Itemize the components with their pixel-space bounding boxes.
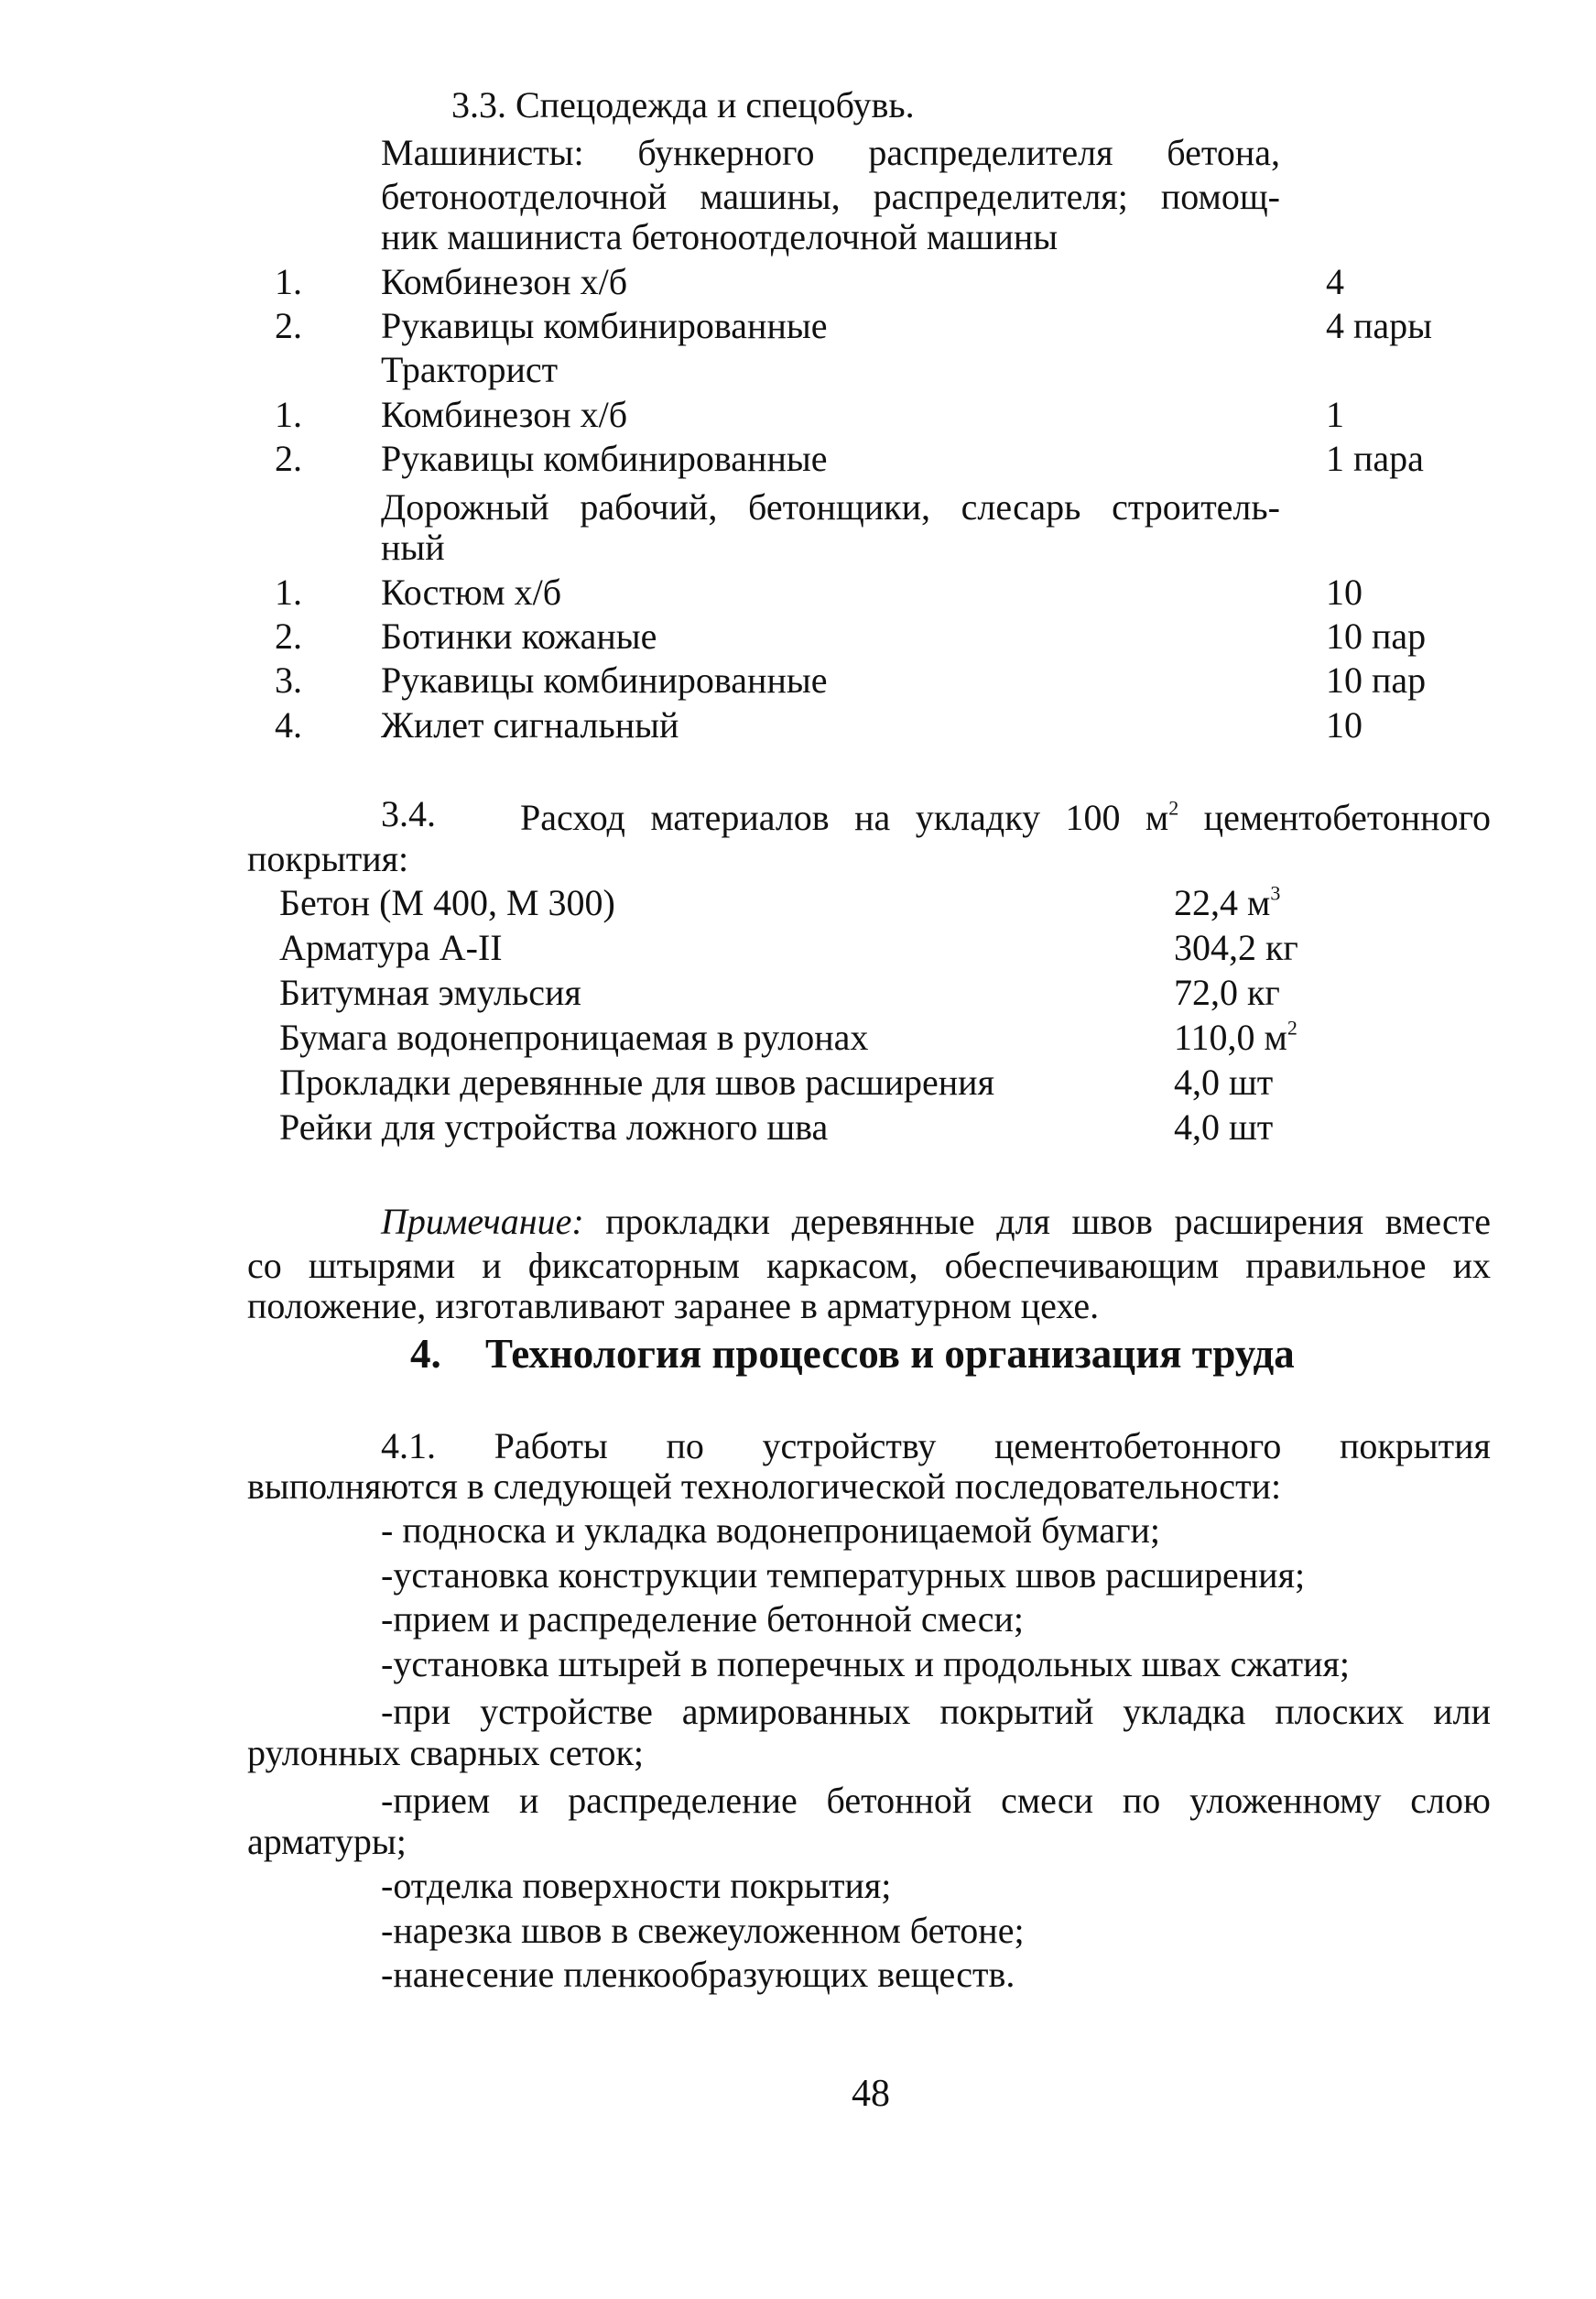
value-exponent: 3: [1270, 881, 1281, 905]
section-4-heading: Технология процессов и организация труда: [485, 1331, 1295, 1377]
word: по: [666, 1425, 704, 1466]
word: деревянные: [791, 1201, 975, 1242]
word: расширения: [1174, 1201, 1364, 1242]
word: бункерного: [637, 132, 815, 173]
word: покрытия: [1339, 1425, 1491, 1466]
word: устройстве: [480, 1691, 653, 1732]
word: правильное: [1245, 1245, 1427, 1286]
material-name: Арматура А-II: [279, 927, 503, 968]
word: и: [482, 1245, 502, 1286]
step-item: -нарезка швов в свежеуложенном бетоне;: [381, 1910, 1025, 1951]
word: -прием: [381, 1780, 491, 1821]
word: рабочий,: [580, 486, 718, 528]
item-number: 4.: [275, 704, 302, 746]
item-quantity: 10: [1326, 704, 1363, 746]
word: цементобетонного: [993, 1425, 1282, 1466]
group-3-name-line-2: ный: [381, 527, 445, 568]
word: устройству: [762, 1425, 937, 1466]
word: строитель-: [1112, 486, 1280, 528]
item-label: Комбинезон х/б: [381, 394, 628, 435]
item-number: 1.: [275, 572, 302, 613]
word: уложенному: [1189, 1780, 1382, 1821]
step-item: -отделка поверхности покрытия;: [381, 1865, 892, 1906]
group-3-name-line-1: [381, 485, 1280, 528]
unit-exponent: 2: [1168, 796, 1179, 820]
word: слою: [1410, 1780, 1491, 1821]
section-4-heading-number: 4.: [410, 1331, 441, 1377]
step-item: -установка штырей в поперечных и продольных швах сжатия;: [381, 1643, 1350, 1684]
word: на: [854, 797, 891, 838]
word: прокладки: [605, 1201, 770, 1242]
word: цементобетонного: [1203, 797, 1491, 838]
item-number: 2.: [275, 305, 302, 346]
material-name: Бумага водонепроницаемая в рулонах: [279, 1017, 869, 1058]
word: распределителя;: [873, 176, 1128, 217]
note-label: Примечание:: [381, 1201, 584, 1242]
value-text: 22,4 м: [1174, 882, 1271, 923]
word: бетоноотделочной: [381, 176, 668, 217]
p41-line-2: выполняются в следующей технологической последовательности:: [247, 1465, 1282, 1507]
word: вместе: [1384, 1201, 1491, 1242]
word: покрытий: [939, 1691, 1094, 1732]
item-quantity: 10 пар: [1326, 659, 1427, 701]
group-2-name: Тракторист: [381, 349, 559, 390]
step-item: - подноска и укладка водонепроницаемой бумаги;: [381, 1509, 1160, 1551]
note-line-1: [381, 1200, 1491, 1243]
material-name: Битумная эмульсия: [279, 972, 581, 1013]
item-quantity: 1 пара: [1326, 438, 1424, 479]
item-number: 1.: [275, 261, 302, 302]
word: укладка: [1123, 1691, 1246, 1732]
item-quantity: 4 пары: [1326, 305, 1433, 346]
word: укладку: [915, 797, 1041, 838]
word: распределение: [568, 1780, 798, 1821]
word: армированных: [681, 1691, 911, 1732]
word: слесарь: [961, 486, 1081, 528]
material-value: [1174, 1106, 1274, 1148]
group-1-name-line-1: [381, 131, 1280, 174]
group-1-name-line-3: ник машиниста бетоноотделочной машины: [381, 216, 1059, 257]
item-quantity: 1: [1326, 394, 1344, 435]
item-label: Ботинки кожаные: [381, 616, 657, 657]
material-name: Прокладки деревянные для швов расширения: [279, 1062, 994, 1103]
section-3-4-number: 3.4.: [381, 793, 436, 834]
material-value: [1174, 927, 1298, 968]
word: бетонщики,: [748, 486, 930, 528]
value-text: 4,0 шт: [1174, 1062, 1274, 1103]
p41-line-1: [381, 1424, 1491, 1467]
material-value: [1174, 1064, 1273, 1101]
material-name: Бетон (М 400, М 300): [279, 882, 615, 923]
value-text: 72,0 кг: [1174, 972, 1280, 1013]
item-label: Рукавицы комбинированные: [381, 659, 828, 701]
step-item: -установка конструкции температурных швов расширения;: [381, 1554, 1306, 1596]
material-name: Рейки для устройства ложного шва: [279, 1106, 829, 1148]
section-3-3-title: 3.3. Спецодежда и спецобувь.: [451, 84, 915, 125]
material-value: [1174, 1016, 1297, 1058]
step-item-line-1: [381, 1690, 1491, 1733]
word: 4.1.: [381, 1425, 436, 1466]
word: со: [247, 1245, 282, 1286]
item-quantity: 4: [1326, 261, 1344, 302]
word: швов: [1071, 1201, 1153, 1242]
step-item: -прием и распределение бетонной смеси;: [381, 1598, 1024, 1640]
note-line-3: положение, изготавливают заранее в арматурном цехе.: [247, 1285, 1100, 1326]
item-number: 1.: [275, 394, 302, 435]
group-1-name-line-2: [381, 175, 1280, 218]
word: -при: [381, 1691, 451, 1732]
material-value: [1174, 972, 1280, 1013]
material-value: [1174, 881, 1281, 923]
item-number: 3.: [275, 659, 302, 701]
item-label: Костюм х/б: [381, 572, 562, 613]
word: для: [996, 1201, 1050, 1242]
item-quantity: 10: [1326, 572, 1363, 613]
item-number: 2.: [275, 438, 302, 479]
step-item-line-2: арматуры;: [247, 1821, 407, 1862]
item-label: Рукавицы комбинированные: [381, 305, 828, 346]
step-item-line-1: [381, 1779, 1491, 1822]
word: или: [1433, 1691, 1491, 1732]
value-exponent: 2: [1287, 1016, 1297, 1040]
word: обеспечивающим: [944, 1245, 1220, 1286]
value-text: 304,2 кг: [1174, 927, 1298, 968]
note-line-2: [247, 1244, 1491, 1287]
word: фиксаторным: [527, 1245, 740, 1286]
word: и: [519, 1780, 539, 1821]
word: материалов: [650, 797, 830, 838]
step-item-line-2: рулонных сварных сеток;: [247, 1732, 645, 1773]
word: штырями: [308, 1245, 456, 1286]
word: Работы: [494, 1425, 608, 1466]
word: смеси: [1001, 1780, 1094, 1821]
word: их: [1452, 1245, 1491, 1286]
word: каркасом,: [766, 1245, 918, 1286]
item-label: Рукавицы комбинированные: [381, 438, 828, 479]
word: помощ-: [1160, 176, 1280, 217]
word: плоских: [1275, 1691, 1405, 1732]
word: бетона,: [1167, 132, 1280, 173]
section-3-4-intro-line-2: покрытия:: [247, 838, 409, 879]
item-label: Комбинезон х/б: [381, 261, 628, 302]
item-number: 2.: [275, 616, 302, 657]
item-quantity: 10 пар: [1326, 616, 1427, 657]
unit: м: [1145, 797, 1169, 838]
word: по: [1122, 1780, 1161, 1821]
word: Дорожный: [381, 486, 549, 528]
value-text: 4,0 шт: [1174, 1106, 1274, 1148]
word: распределителя: [868, 132, 1113, 173]
word: 100: [1065, 797, 1121, 838]
word: машины,: [700, 176, 841, 217]
word: Машинисты:: [381, 132, 584, 173]
value-text: 110,0 м: [1174, 1017, 1287, 1058]
word: Расход: [520, 797, 625, 838]
unit-area: [1145, 796, 1178, 839]
page-number: 48: [852, 2073, 890, 2115]
item-label: Жилет сигнальный: [381, 704, 679, 746]
step-item: -нанесение пленкообразующих веществ.: [381, 1954, 1015, 1995]
section-3-4-intro-line-1: [520, 796, 1491, 839]
word: бетонной: [826, 1780, 972, 1821]
